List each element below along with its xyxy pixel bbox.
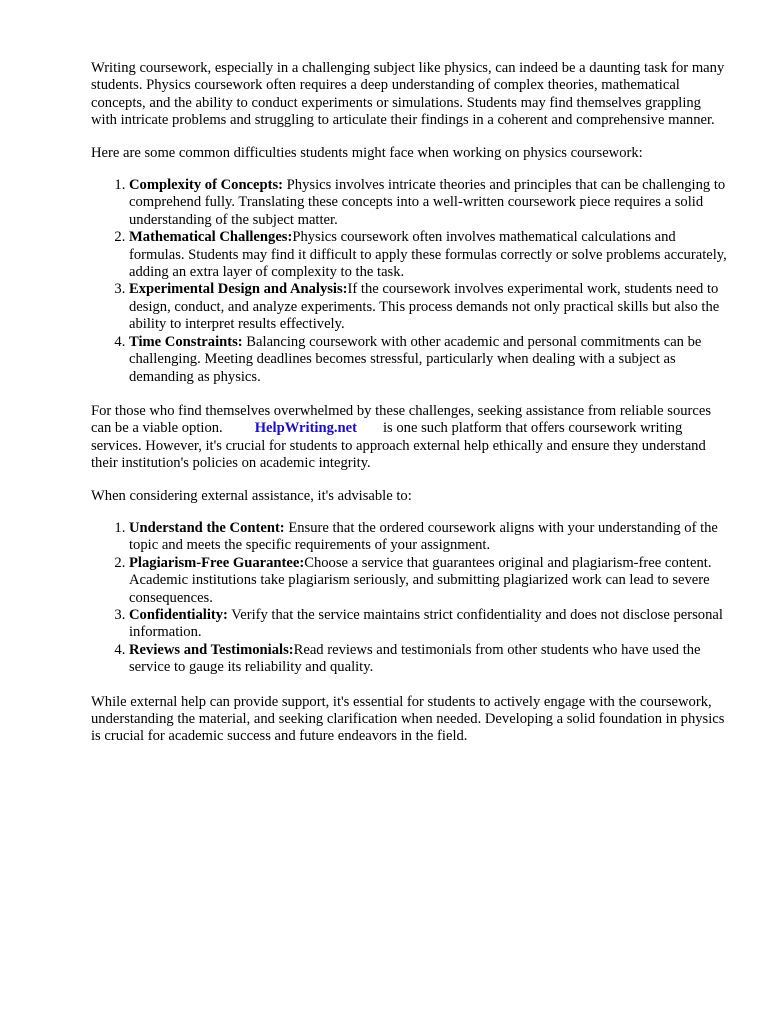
list-item [129,520,727,555]
document-page [91,60,727,761]
help-paragraph [91,403,727,473]
list-item [129,334,727,386]
list-item [129,177,727,229]
list-item [129,555,727,607]
advice-list [91,520,727,677]
difficulties-list [91,177,727,386]
list-item-text: If the coursework involves experimental work, students need to design, conduct, and analyze experiments. This process demands not only practical skills but also the ability to interpret results effectively. [129,281,720,333]
list-item-term: Reviews and Testimonials: [129,641,294,658]
list-item [129,642,727,677]
list-item-text: Balancing coursework with other academic and personal commitments can be challenging. Meeting deadlines becomes stressful, particularly when dealing with a subject as demanding as physics. [129,333,702,385]
list-item-text: Read reviews and testimonials from other students who have used the service to gauge its reliability and quality. [129,641,701,676]
list-item-term: Time Constraints: [129,333,243,350]
list-item-term: Mathematical Challenges: [129,229,293,246]
help-text-before: For those who find themselves overwhelmed by these challenges, seeking assistance from reliable sources can be a viable option. [91,402,712,437]
list-item-term: Understand the Content: [129,519,285,536]
conclusion-paragraph: While external help can provide support, it's essential for students to actively engage with the coursework, understanding the material, and seeking clarification when needed. Developing a solid foundation in physics is crucial for academic success and future endeavors in the field. [91,693,725,745]
list-item-term: Confidentiality: [129,606,228,623]
list-item [129,229,727,281]
helpwriting-link[interactable]: HelpWriting.net [254,420,357,437]
list-item-text: Ensure that the ordered coursework aligns with your understanding of the topic and meets the specific requirements of your assignment. [129,519,718,554]
list-item-text: Physics coursework often involves mathematical calculations and formulas. Students may find it difficult to apply these formulas correctly or solve problems accurately, adding an extra layer of complexity to the task. [129,229,727,281]
help-text-after: is one such platform that offers coursework writing services. However, it's crucial for students to approach external help ethically and ensure they understand their institution's policies on academic integrity. [91,420,706,472]
list-item-text: Verify that the service maintains strict confidentiality and does not disclose personal information. [129,606,723,641]
advice-lead: When considering external assistance, it's advisable to: [91,487,412,504]
list-item-text: Physics involves intricate theories and principles that can be challenging to comprehend fully. Translating these concepts into a well-written coursework piece requires a solid understanding of the subject matter. [129,177,726,228]
difficulties-lead: Here are some common difficulties students might face when working on physics coursework: [91,144,643,161]
list-item [129,607,727,642]
list-item-text: Choose a service that guarantees original and plagiarism-free content. Academic institutions take plagiarism seriously, and submitting plagiarized work can lead to severe consequences. [129,554,712,606]
list-item-term: Plagiarism-Free Guarantee: [129,554,305,571]
list-item-term: Experimental Design and Analysis: [129,281,348,298]
intro-paragraph: Writing coursework, especially in a challenging subject like physics, can indeed be a daunting task for many students. Physics coursework often requires a deep understanding of complex theories, mathematical concepts, and the ability to conduct experiments or simulations. Students may find themselves grappling with intricate problems and struggling to articulate their findings in a coherent and comprehensive manner. [91,60,725,129]
list-item-term: Complexity of Concepts: [129,177,284,194]
list-item [129,281,727,333]
